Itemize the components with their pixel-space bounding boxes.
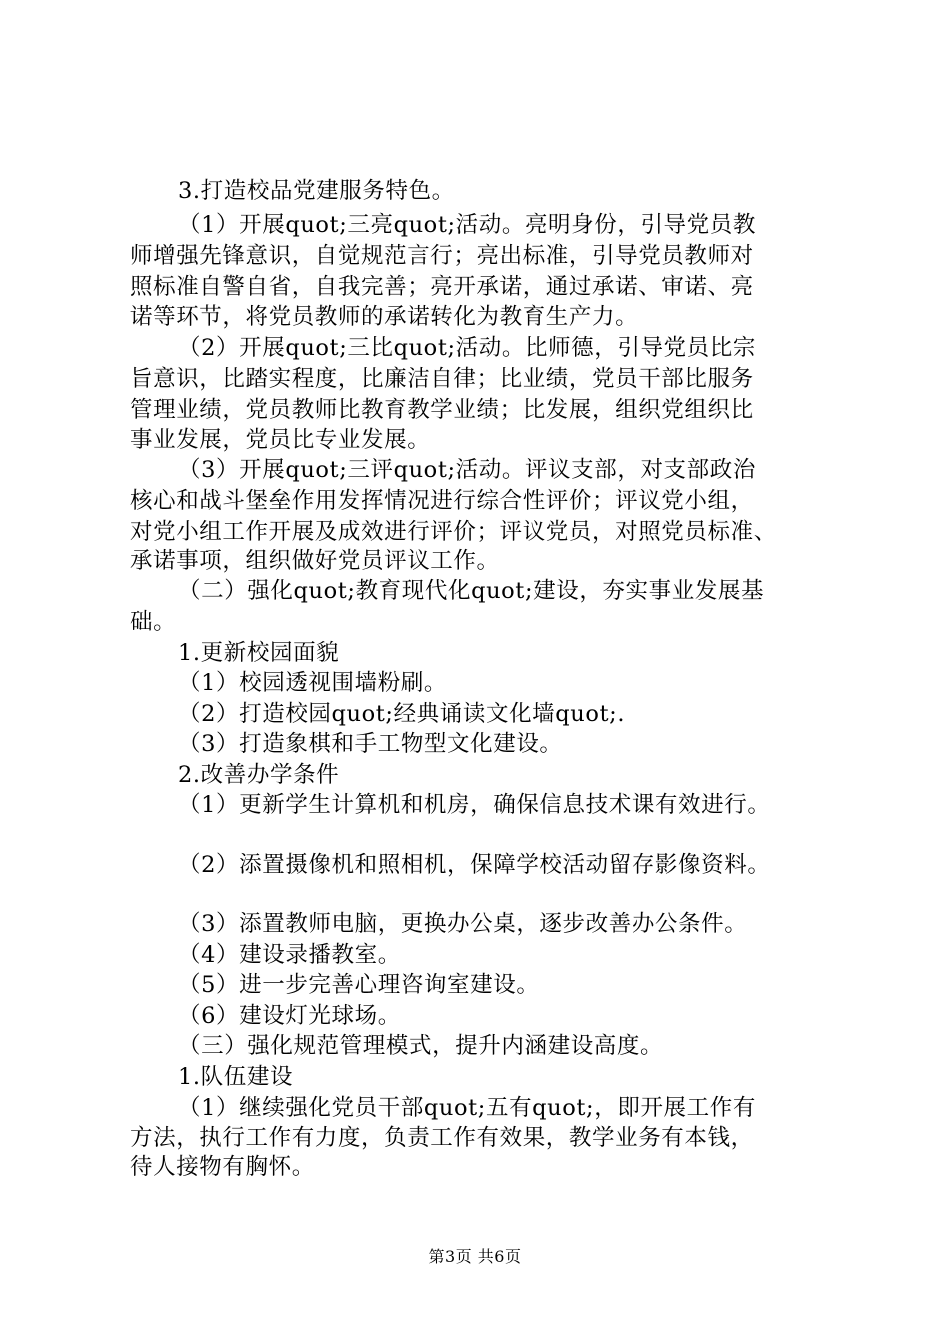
text-line: （1）继续强化党员干部quot;五有quot;，即开展工作有 <box>178 1095 756 1121</box>
text-line: 2.改善办学条件 <box>178 762 340 788</box>
text-line: 3.打造校品党建服务特色。 <box>178 178 455 204</box>
text-line: （4）建设录播教室。 <box>178 942 401 968</box>
text-line: （6）建设灯光球场。 <box>178 1003 401 1029</box>
text-line: 诺等环节，将党员教师的承诺转化为教育生产力。 <box>130 304 639 330</box>
text-line: （二）强化quot;教育现代化quot;建设，夯实事业发展基 <box>178 578 765 604</box>
text-line: （3）打造象棋和手工物型文化建设。 <box>178 731 563 757</box>
text-line: 旨意识，比踏实程度，比廉洁自律；比业绩，党员干部比服务 <box>130 366 754 392</box>
text-line: （1）更新学生计算机和机房，确保信息技术课有效进行。 <box>178 792 771 818</box>
text-line: 方法，执行工作有力度，负责工作有效果，教学业务有本钱， <box>130 1125 754 1151</box>
text-line: （5）进一步完善心理咨询室建设。 <box>178 972 540 998</box>
text-line: 对党小组工作开展及成效进行评价；评议党员，对照党员标准、 <box>130 519 777 545</box>
text-line: （2）打造校园quot;经典诵读文化墙quot;. <box>178 701 626 727</box>
text-line: 础。 <box>130 609 177 635</box>
text-line: （3）开展quot;三评quot;活动。评议支部，对支部政治 <box>178 457 756 483</box>
text-line: （三）强化规范管理模式，提升内涵建设高度。 <box>178 1033 664 1059</box>
text-line: （1）开展quot;三亮quot;活动。亮明身份，引导党员教 <box>178 212 756 238</box>
text-line: 1.更新校园面貌 <box>178 640 340 666</box>
text-line: 事业发展，党员比专业发展。 <box>130 427 431 453</box>
text-line: 核心和战斗堡垒作用发挥情况进行综合性评价；评议党小组， <box>130 488 754 514</box>
text-line: （2）添置摄像机和照相机，保障学校活动留存影像资料。 <box>178 852 771 878</box>
text-line: （1）校园透视围墙粉刷。 <box>178 670 448 696</box>
text-line: 管理业绩，党员教师比教育教学业绩；比发展，组织党组织比 <box>130 397 754 423</box>
text-line: 承诺事项，组织做好党员评议工作。 <box>130 548 500 574</box>
text-line: 待人接物有胸怀。 <box>130 1154 315 1180</box>
text-line: 1.队伍建设 <box>178 1064 294 1090</box>
text-line: （3）添置教师电脑，更换办公桌，逐步改善办公条件。 <box>178 911 748 937</box>
page-number-footer: 第3页 共6页 <box>428 1247 522 1266</box>
text-line: （2）开展quot;三比quot;活动。比师德，引导党员比宗 <box>178 335 756 361</box>
text-line: 师增强先锋意识，自觉规范言行；亮出标准，引导党员教师对 <box>130 243 754 269</box>
text-line: 照标准自警自省，自我完善；亮开承诺，通过承诺、审诺、亮 <box>130 274 754 300</box>
